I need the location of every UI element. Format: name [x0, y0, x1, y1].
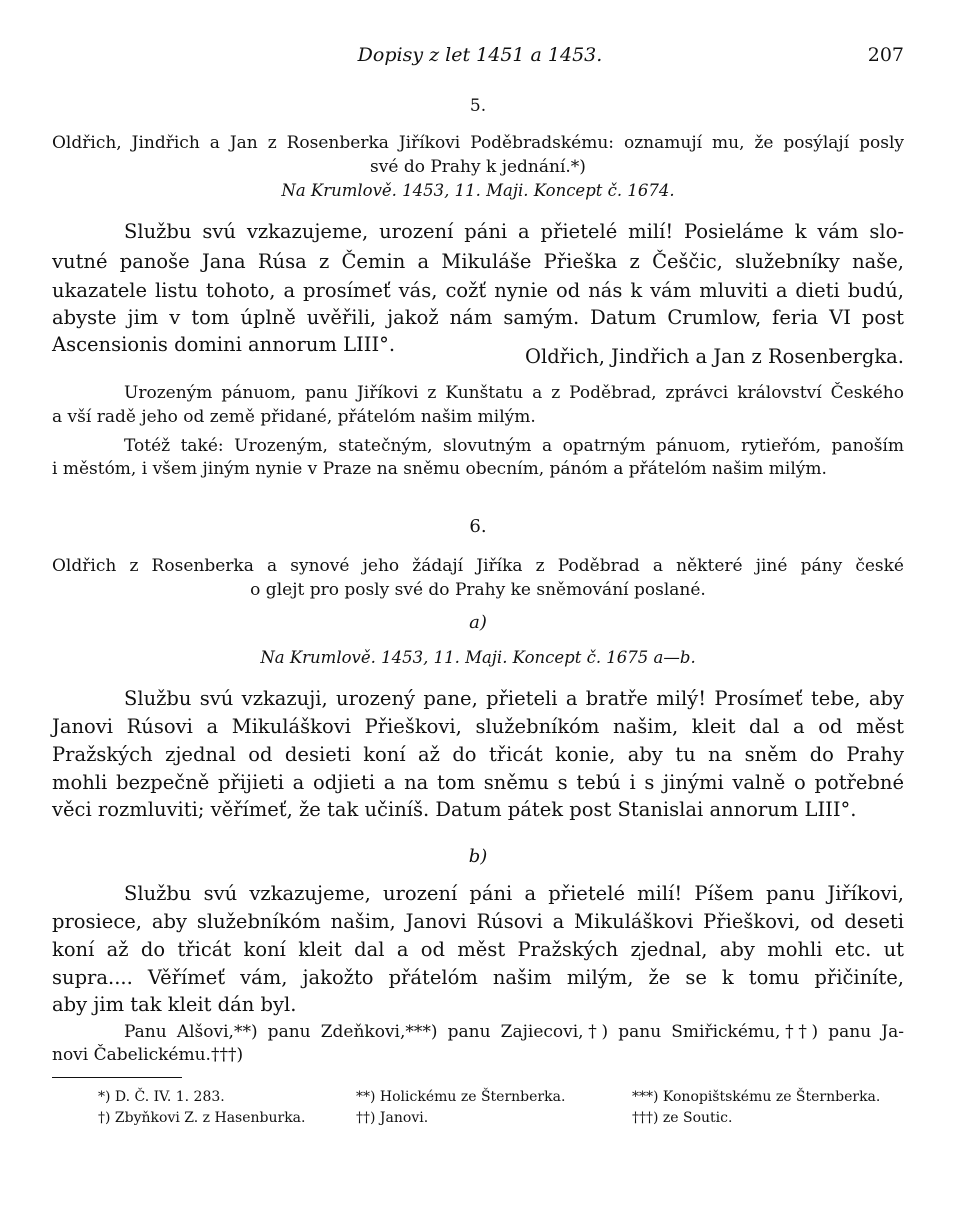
letter-6a-body-line: věci rozmluviti; věřímeť, že tak učiníš. Datum pátek post Stanislai annorum LIII°.: [52, 798, 857, 821]
letter-6b-body-line: aby jim tak kleit dán byl.: [52, 993, 297, 1016]
letter-5-body-line: Službu svú vzkazujeme, urození páni a přietelé milí! Posieláme k vám slo-: [124, 220, 904, 243]
footnote: ***) Konopištskému ze Šternberka.: [632, 1089, 881, 1105]
letter-5-body-line: vutné panoše Jana Rúsa z Čemin a Mikuláše Přieška z Češčic, služebníky naše,: [52, 250, 904, 273]
letter-5-body-line: abyste jim v tom úplně uvěřili, jakož nám samým. Datum Crumlow, feria VI post: [52, 306, 904, 329]
letter-6-part-b-label: b): [468, 846, 488, 867]
letter-6b-addressee-line: novi Čabelickému.†††): [52, 1045, 244, 1065]
letter-6a-body-line: Pražských zjednal od desieti koní až do třicát konie, aby tu na sněm do Prahy: [52, 743, 904, 766]
letter-6-summary-line: Oldřich z Rosenberka a synové jeho žádají Jiříka z Poděbrad a některé jiné pány české: [52, 556, 904, 576]
footnote: ††) Janovi.: [356, 1110, 429, 1126]
letter-5-source: Na Krumlově. 1453, 11. Maji. Koncept č. 1674.: [281, 181, 675, 200]
footnote: *) D. Č. IV. 1. 283.: [98, 1089, 225, 1105]
letter-5-summary-line: Oldřich, Jindřich a Jan z Rosenberka Jiříkovi Poděbradskému: oznamují mu, že posýlají posly: [52, 133, 904, 153]
letter-6a-body-line: mohli bezpečně přijieti a odjieti a na tom sněmu s tebú i s jinými valně o potřebné: [52, 771, 904, 794]
letter-6b-body-line: Službu svú vzkazujeme, urození páni a přietelé milí! Píšem panu Jiříkovi,: [124, 882, 904, 905]
running-header: [0, 44, 960, 74]
letter-5-body-line: Ascensionis domini annorum LIII°.: [52, 333, 396, 356]
footnote: †††) ze Soutic.: [632, 1110, 733, 1126]
letter-5-address-line: Urozeným pánuom, panu Jiříkovi z Kunštatu a z Poděbrad, zprávci království Českého: [124, 383, 904, 403]
letter-6b-body-line: prosiece, aby služebníkóm našim, Janovi Rúsovi a Mikuláškovi Přieškovi, od deseti: [52, 910, 904, 933]
letter-5-address-line: i městóm, i všem jiným nynie v Praze na sněmu obecním, pánóm a přátelóm našim milým.: [52, 459, 827, 479]
letter-6-number: 6.: [469, 516, 487, 537]
running-title: Dopisy z let 1451 a 1453.: [357, 44, 603, 66]
letter-5-number: 5.: [469, 96, 487, 116]
letter-5-address-line: Totéž také: Urozeným, statečným, slovutným a opatrným pánuom, rytieřóm, panoším: [124, 436, 904, 456]
letter-5-signature: Oldřich, Jindřich a Jan z Rosenbergka.: [525, 345, 904, 368]
footnote: †) Zbyňkovi Z. z Hasenburka.: [98, 1110, 306, 1126]
letter-6-part-a-label: a): [469, 612, 487, 633]
footnote-separator: [52, 1077, 182, 1078]
letter-6-part-a-source: Na Krumlově. 1453, 11. Maji. Koncept č. 1675 a—b.: [260, 648, 696, 667]
letter-6b-body-line: supra.... Věřímeť vám, jakožto přátelóm našim milým, že se k tomu přičiníte,: [52, 966, 904, 989]
letter-5-summary-line: své do Prahy k jednání.*): [370, 157, 586, 177]
letter-5-address-line: a vší radě jeho od země přidané, přátelóm našim milým.: [52, 407, 536, 427]
letter-5-body-line: ukazatele listu tohoto, a prosímeť vás, cožť nynie od nás k vám mluviti a dieti budú,: [52, 279, 904, 302]
page-number: 207: [867, 44, 904, 66]
letter-6b-body-line: koní až do třicát koní kleit dal a od měst Pražských zjednal, aby mohli etc. ut: [52, 938, 904, 961]
letter-6b-addressee-line: Panu Alšovi,**) panu Zdeňkovi,***) panu Zajiecovi,†) panu Smiřickému,††) panu Ja-: [124, 1022, 904, 1042]
letter-6a-body-line: Janovi Rúsovi a Mikuláškovi Přieškovi, služebníkóm našim, kleit dal a od měst: [52, 715, 904, 738]
letter-6a-body-line: Službu svú vzkazuji, urozený pane, přieteli a bratře milý! Prosímeť tebe, aby: [124, 687, 904, 710]
letter-6-summary-line: o glejt pro posly své do Prahy ke sněmování poslané.: [250, 580, 706, 600]
footnote: **) Holickému ze Šternberka.: [356, 1089, 566, 1105]
